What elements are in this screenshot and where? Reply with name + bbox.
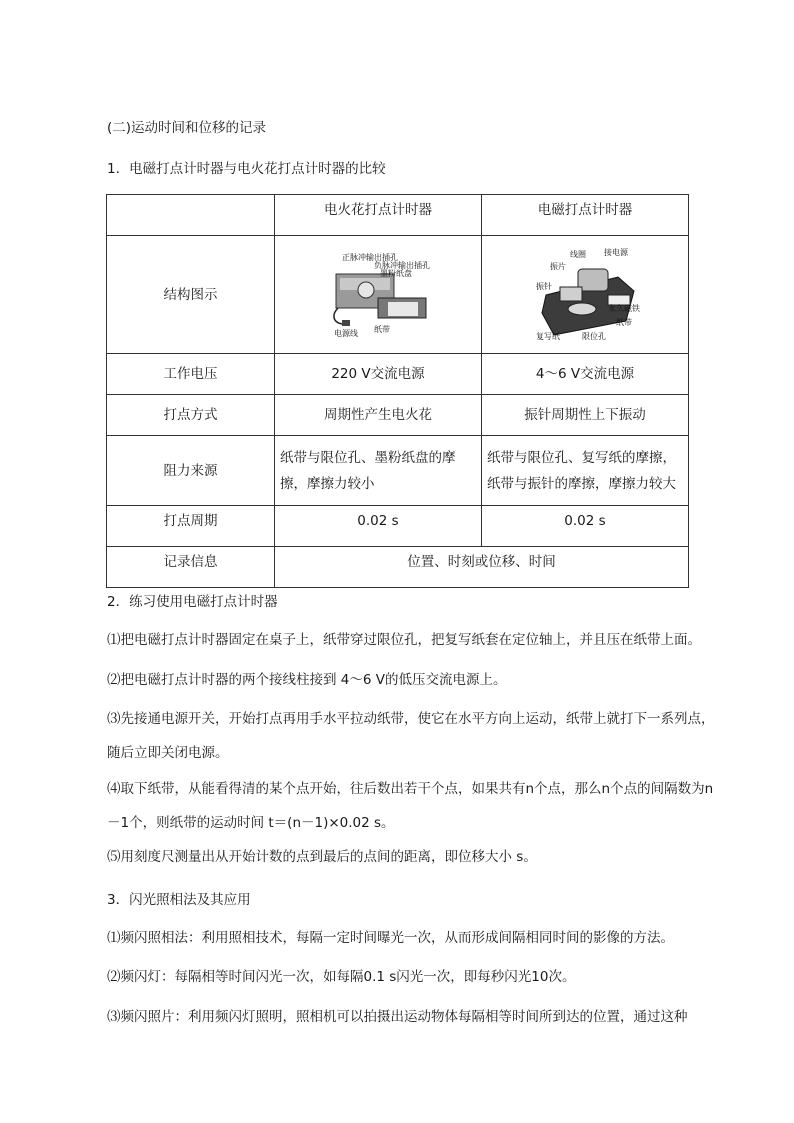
spark-cell: 周期性产生电火花	[275, 395, 482, 436]
table-header-cell: 电火花打点计时器	[275, 195, 482, 236]
table-header-cell: 电磁打点计时器	[482, 195, 689, 236]
figure-label: 永久磁铁	[608, 303, 640, 313]
item3-step: ⑴频闪照相法：利用照相技术，每隔一定时间曝光一次，从而形成间隔相同时间的影像的方法。	[107, 930, 674, 946]
spark-timer-diagram	[318, 250, 438, 340]
figure-label: 振片	[550, 261, 566, 271]
row-label: 工作电压	[107, 354, 275, 395]
item2-step: ⑷取下纸带，从能看得清的某个点开始，往后数出若干个点，如果共有n个点，那么n个点的间隔数为n－1个，则纸带的运动时间 t＝(n－1)×0.02 s。	[107, 781, 714, 831]
figure-label: 复写纸	[536, 331, 560, 341]
table-row	[107, 506, 689, 547]
row-label: 结构图示	[107, 236, 275, 354]
electromagnetic-timer-diagram	[522, 247, 648, 343]
figure-label: 正脉冲输出插孔	[342, 252, 398, 262]
table-row	[107, 236, 689, 354]
spark-cell: 220 V交流电源	[275, 354, 482, 395]
spark-timer-figure-cell	[275, 236, 482, 354]
row-label: 打点方式	[107, 395, 275, 436]
table-row	[107, 547, 689, 588]
em-timer-figure-cell	[482, 236, 689, 354]
row-label: 记录信息	[107, 547, 275, 588]
row-label: 打点周期	[107, 506, 275, 547]
table-row	[107, 354, 689, 395]
spark-cell: 纸带与限位孔、墨粉纸盘的摩擦，摩擦力较小	[275, 436, 482, 506]
item2-step: ⑸用刻度尺测量出从开始计数的点到最后的点间的距离，即位移大小 s。	[107, 849, 537, 865]
em-cell: 0.02 s	[482, 506, 689, 547]
item2-step: ⑶先接通电源开关，开始打点再用手水平拉动纸带，使它在水平方向上运动，纸带上就打下一系列点，随后立即关闭电源。	[107, 711, 715, 761]
spark-cell: 0.02 s	[275, 506, 482, 547]
item2-step: ⑵把电磁打点计时器的两个接线柱接到 4～6 V的低压交流电源上。	[107, 672, 507, 688]
merged-cell: 位置、时刻或位移、时间	[275, 547, 689, 588]
figure-label: 负脉冲输出插孔	[374, 260, 430, 270]
em-cell: 振针周期性上下振动	[482, 395, 689, 436]
item3-step: ⑵频闪灯：每隔相等时间闪光一次，如每隔0.1 s闪光一次，即每秒闪光10次。	[107, 969, 576, 985]
item1-title: 1．电磁打点计时器与电火花打点计时器的比较	[107, 161, 386, 177]
item2-step: ⑴把电磁打点计时器固定在桌子上，纸带穿过限位孔，把复写纸套在定位轴上，并且压在纸带上面。	[107, 632, 701, 648]
table-header-cell	[107, 195, 275, 236]
table-row	[107, 436, 689, 506]
comparison-table	[106, 194, 689, 588]
table-row	[107, 395, 689, 436]
figure-label: 线圈	[570, 249, 586, 259]
item3-title: 3．闪光照相法及其应用	[107, 892, 251, 908]
em-cell: 4～6 V交流电源	[482, 354, 689, 395]
section-heading: (二)运动时间和位移的记录	[107, 120, 267, 136]
item3-step: ⑶频闪照片：利用频闪灯照明，照相机可以拍摄出运动物体每隔相等时间所到达的位置，通过这种	[107, 1009, 688, 1025]
figure-label: 接电源	[604, 247, 628, 257]
item2-title: 2．练习使用电磁打点计时器	[107, 594, 278, 610]
table-header-row	[107, 195, 689, 236]
figure-label: 限位孔	[582, 331, 606, 341]
em-cell: 纸带与限位孔、复写纸的摩擦，纸带与振针的摩擦，摩擦力较大	[482, 436, 689, 506]
figure-label: 墨粉纸盘	[380, 268, 412, 278]
row-label: 阻力来源	[107, 436, 275, 506]
figure-label: 纸带	[374, 324, 390, 334]
figure-label: 电源线	[334, 328, 358, 338]
figure-label: 纸带	[616, 317, 632, 327]
figure-label: 振针	[536, 281, 552, 291]
